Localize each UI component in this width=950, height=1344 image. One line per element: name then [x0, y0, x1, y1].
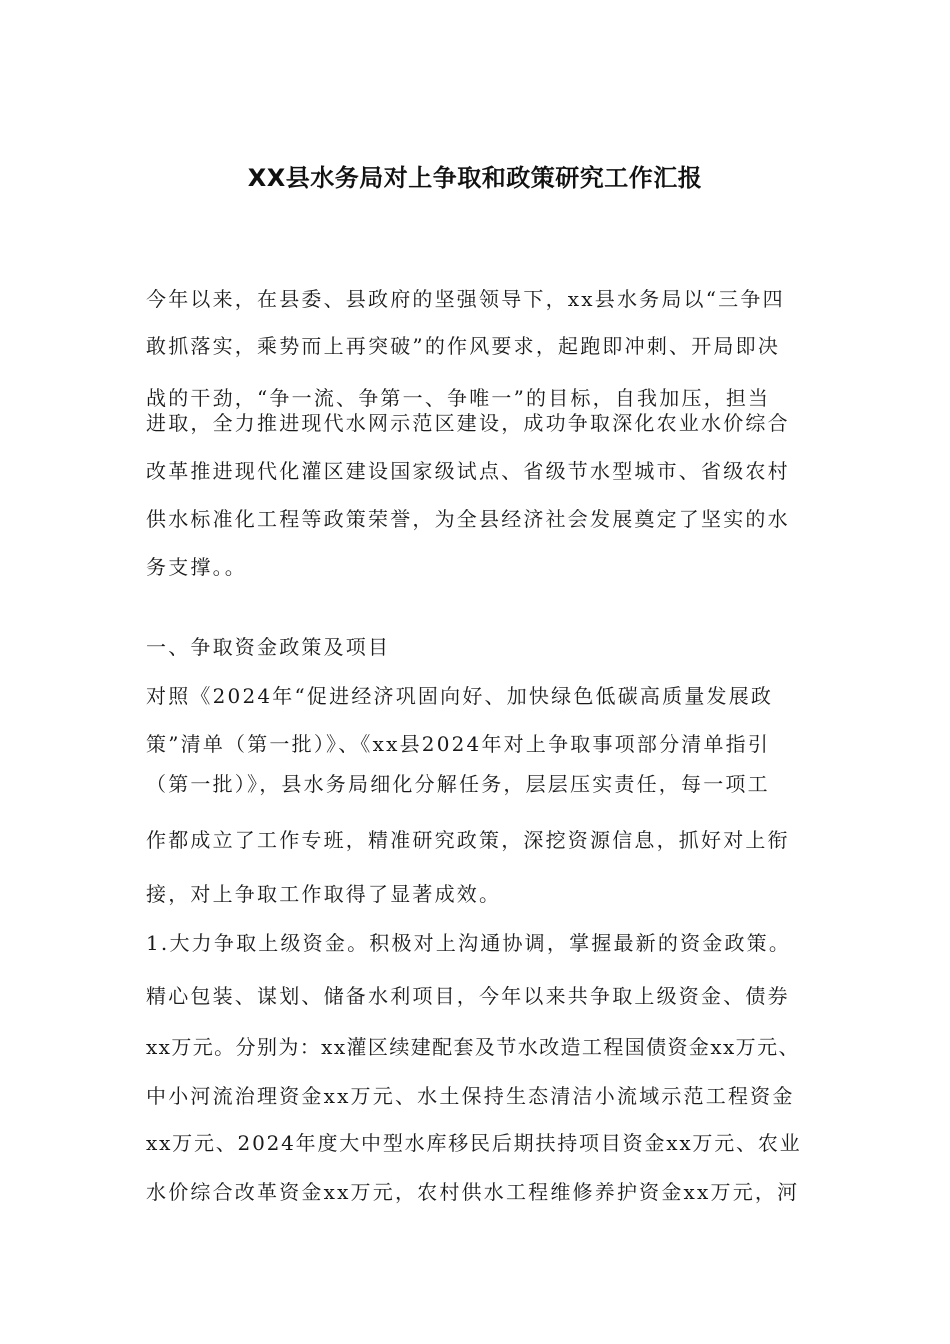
paragraph-line: 接，对上争取工作取得了显著成效。	[146, 882, 502, 906]
paragraph-line: 精心包装、谋划、储备水利项目，今年以来共争取上级资金、债券	[146, 984, 790, 1008]
paragraph-line: 供水标准化工程等政策荣誉，为全县经济社会发展奠定了坚实的水	[146, 507, 790, 531]
paragraph-line: 策”清单（第一批）》、《xx县2024年对上争取事项部分清单指引	[146, 732, 771, 756]
paragraph-line: xx万元、2024年度大中型水库移民后期扶持项目资金xx万元、农业	[146, 1131, 802, 1155]
paragraph-line: （第一批）》，县水务局细化分解任务，层层压实责任，每一项工	[146, 772, 770, 796]
paragraph-line: 务支撑。。	[146, 555, 247, 579]
paragraph-line: 敢抓落实，乘势而上再突破”的作风要求，起跑即冲刺、开局即决	[146, 334, 781, 358]
paragraph-line: 改革推进现代化灌区建设国家级试点、省级节水型城市、省级农村	[146, 459, 790, 483]
paragraph-line: 水价综合改革资金xx万元，农村供水工程维修养护资金xx万元，河	[146, 1180, 800, 1204]
subsection-line: 1.大力争取上级资金。积极对上沟通协调，掌握最新的资金政策。	[146, 931, 792, 955]
paragraph-line: 今年以来，在县委、县政府的坚强领导下，xx县水务局以“三争四	[146, 287, 785, 311]
paragraph-line: 进取，全力推进现代水网示范区建设，成功争取深化农业水价综合	[146, 411, 790, 435]
paragraph-line: xx万元。分别为：xx灌区续建配套及节水改造工程国债资金xx万元、	[146, 1035, 800, 1059]
paragraph-line: 战的干劲，“争一流、争第一、争唯一”的目标，自我加压，担当	[146, 386, 771, 410]
document-title: XX县水务局对上争取和政策研究工作汇报	[247, 164, 703, 192]
section-heading: 一、争取资金政策及项目	[146, 635, 391, 659]
paragraph-line: 中小河流治理资金xx万元、水土保持生态清洁小流域示范工程资金	[146, 1084, 795, 1108]
paragraph-line: 作都成立了工作专班，精准研究政策，深挖资源信息，抓好对上衔	[146, 828, 790, 852]
paragraph-line: 对照《2024年“促进经济巩固向好、加快绿色低碳高质量发展政	[146, 684, 774, 708]
